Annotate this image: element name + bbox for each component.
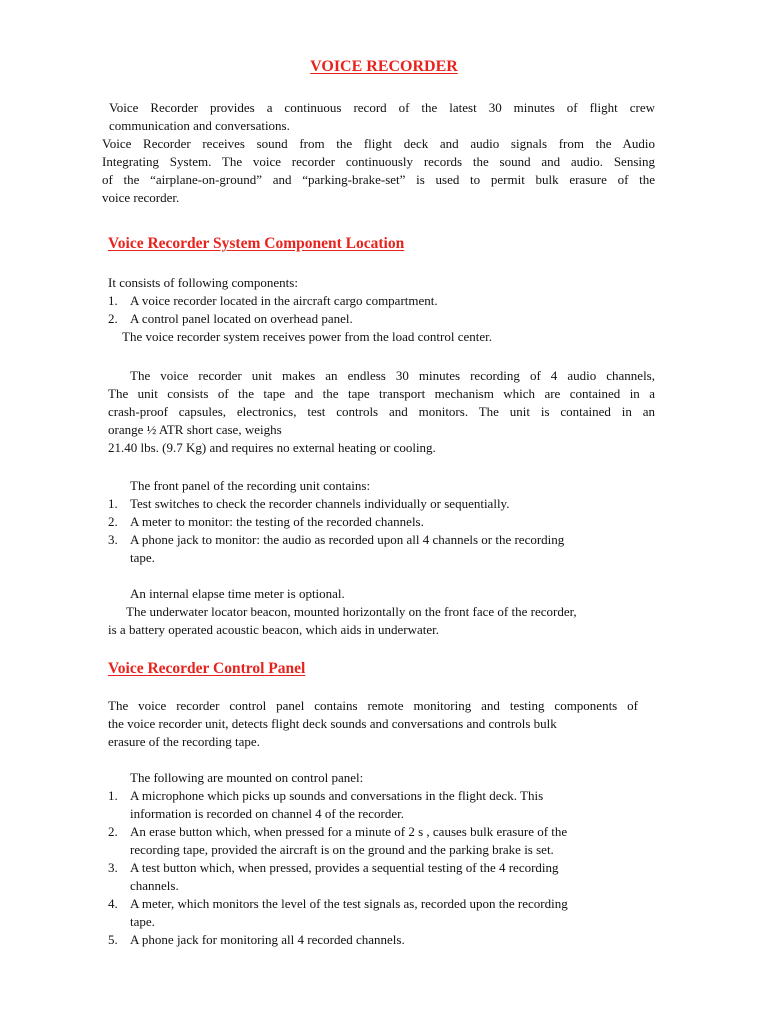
list-number: 1. [108, 496, 118, 511]
list-number: 2. [108, 311, 118, 326]
list-item-continuation: recording tape, provided the aircraft is on the ground and the parking brake is set. [130, 842, 554, 857]
list-item: A phone jack for monitoring all 4 recorded channels. [130, 932, 405, 947]
list-number: 2. [108, 824, 118, 839]
list-item-continuation: tape. [130, 914, 155, 929]
list-number: 1. [108, 788, 118, 803]
list-item-continuation: tape. [130, 550, 155, 565]
power-sentence: The voice recorder system receives power from the load control center. [122, 329, 492, 344]
front-panel-lead: The front panel of the recording unit contains: [130, 478, 371, 493]
control-panel-line-1: The voice recorder control panel contains remote monitoring and testing components of [108, 698, 638, 713]
intro-line-6: voice recorder. [102, 190, 180, 205]
unit-line-5: 21.40 lbs. (9.7 Kg) and requires no external heating or cooling. [108, 440, 436, 455]
intro-line-5: of the “airplane-on-ground” and “parking-brake-set” is used to permit bulk erasure of the [102, 172, 655, 187]
list-item-continuation: information is recorded on channel 4 of the recorder. [130, 806, 404, 821]
list-number: 2. [108, 514, 118, 529]
list-item: A control panel located on overhead panel. [130, 311, 353, 326]
list-item: A test button which, when pressed, provides a sequential testing of the 4 recording [130, 860, 559, 875]
list-number: 3. [108, 860, 118, 875]
list-number: 4. [108, 896, 118, 911]
elapse-meter-note: An internal elapse time meter is optional. [130, 586, 345, 601]
mounted-items-lead: The following are mounted on control panel: [130, 770, 364, 785]
list-item: Test switches to check the recorder channels individually or sequentially. [130, 496, 510, 511]
list-number: 3. [108, 532, 118, 547]
beacon-line-2: is a battery operated acoustic beacon, which aids in underwater. [108, 622, 440, 637]
intro-line-2: communication and conversations. [109, 118, 290, 133]
list-item: A phone jack to monitor: the audio as recorded upon all 4 channels or the recording [130, 532, 565, 547]
unit-line-1: The voice recorder unit makes an endless 30 minutes recording of 4 audio channels, [130, 368, 655, 383]
unit-line-3: crash-proof capsules, electronics, test controls and monitors. The unit is contained in an [108, 404, 655, 419]
list-item: An erase button which, when pressed for a minute of 2 s , causes bulk erasure of the [130, 824, 568, 839]
beacon-line-1: The underwater locator beacon, mounted horizontally on the front face of the recorder, [126, 604, 577, 619]
list-item: A meter, which monitors the level of the test signals as, recorded upon the recording [130, 896, 568, 911]
components-lead: It consists of following components: [108, 275, 298, 290]
section-heading-component-location: Voice Recorder System Component Location [108, 235, 405, 252]
list-number: 5. [108, 932, 118, 947]
control-panel-line-3: erasure of the recording tape. [108, 734, 260, 749]
page-title: VOICE RECORDER [310, 58, 458, 75]
intro-line-1: Voice Recorder provides a continuous record of the latest 30 minutes of flight crew [109, 100, 655, 115]
intro-line-3: Voice Recorder receives sound from the flight deck and audio signals from the Audio [102, 136, 655, 151]
unit-line-4: orange ½ ATR short case, weighs [108, 422, 282, 437]
list-number: 1. [108, 293, 118, 308]
list-item: A voice recorder located in the aircraft cargo compartment. [130, 293, 438, 308]
list-item: A meter to monitor: the testing of the recorded channels. [130, 514, 424, 529]
section-heading-control-panel: Voice Recorder Control Panel [108, 660, 306, 677]
unit-line-2: The unit consists of the tape and the tape transport mechanism which are contained in a [108, 386, 655, 401]
control-panel-line-2: the voice recorder unit, detects flight deck sounds and conversations and controls bulk [108, 716, 557, 731]
intro-line-4: Integrating System. The voice recorder continuously records the sound and audio. Sensing [102, 154, 655, 169]
list-item: A microphone which picks up sounds and conversations in the flight deck. This [130, 788, 544, 803]
list-item-continuation: channels. [130, 878, 179, 893]
